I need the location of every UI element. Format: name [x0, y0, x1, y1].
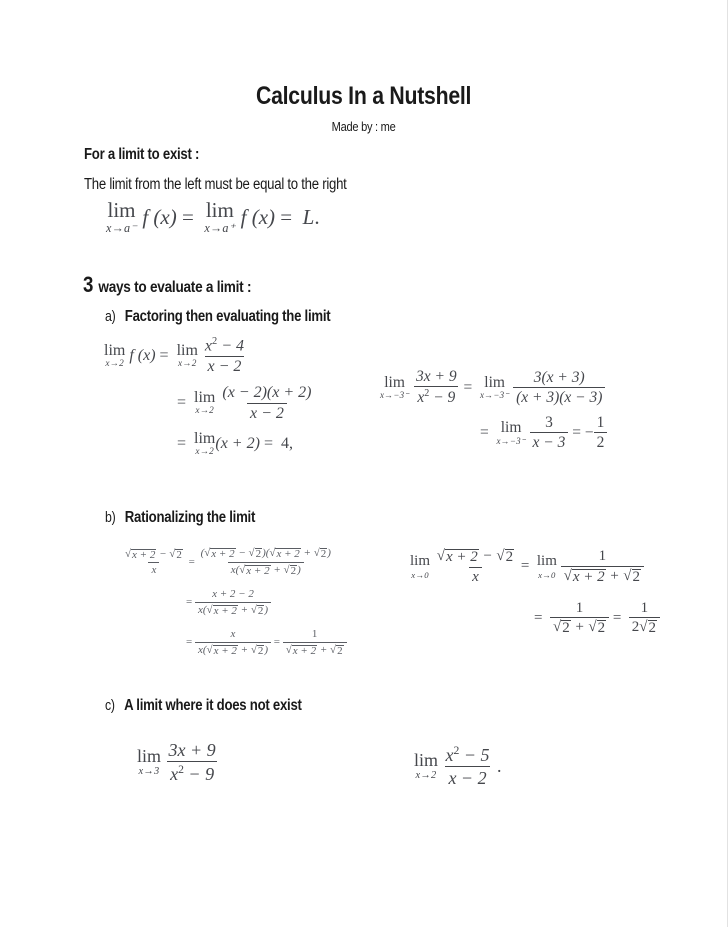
fraction-numerator — [594, 414, 608, 432]
ways-heading-text — [83, 272, 251, 298]
fraction — [629, 600, 660, 638]
lim-operator — [497, 420, 526, 446]
math-text: + — [317, 643, 331, 656]
lim-subscript: x→2 — [195, 447, 214, 458]
radical-sign-icon: √ — [313, 547, 320, 559]
math-text: ) — [264, 643, 269, 656]
math-text: x − 2 — [249, 405, 284, 423]
radical-sign-icon: √ — [204, 547, 211, 559]
fraction-denominator — [513, 387, 605, 406]
radical — [207, 645, 238, 658]
intro-heading-text: For a limit to exist : — [84, 146, 200, 163]
radical-sign-icon: √ — [496, 548, 505, 564]
fraction-denominator — [205, 356, 245, 376]
superscript: 2 — [178, 763, 184, 777]
lim-subscript: x→3 — [138, 765, 160, 777]
lim-word: lim — [104, 341, 126, 359]
fraction-denominator — [530, 432, 569, 451]
lim-word: lim — [500, 418, 522, 436]
math-text: 2 — [255, 548, 262, 560]
item-b-label: b) — [105, 510, 116, 526]
math-line — [186, 628, 347, 657]
equation-rationalizing-left — [122, 547, 347, 657]
lim-operator — [410, 554, 430, 579]
radical-body — [245, 565, 270, 578]
math-text: x( — [230, 563, 240, 576]
math-text: = — [186, 636, 195, 649]
math-text: = — [186, 596, 195, 609]
radical — [496, 549, 514, 566]
lim-subscript: x→−3⁻ — [496, 435, 526, 446]
equation-rationalizing-right — [410, 548, 660, 637]
math-text: (x + 3)(x − 3) — [516, 388, 603, 406]
radical-sign-icon: √ — [330, 643, 337, 656]
fraction-denominator — [195, 642, 271, 658]
lim-word: lim — [384, 373, 405, 391]
fraction-denominator — [629, 617, 660, 637]
math-text: x + 2 — [276, 548, 300, 560]
radical — [553, 620, 571, 637]
math-text: 2 — [562, 620, 570, 637]
math-line — [122, 547, 347, 577]
radical-sign-icon: √ — [125, 547, 132, 560]
equation-factoring-right — [380, 368, 607, 452]
radical-body — [175, 549, 183, 562]
radical-body — [290, 565, 298, 578]
math-text: x + 2 − 2 — [212, 588, 254, 601]
radical — [564, 569, 606, 586]
math-line — [534, 600, 660, 638]
math-text: = — [185, 555, 198, 568]
fraction-numerator — [166, 740, 219, 761]
math-line — [480, 414, 607, 452]
fraction — [434, 548, 517, 586]
fraction — [513, 369, 605, 407]
lim-operator — [104, 343, 125, 369]
fraction — [550, 600, 609, 638]
lim-word: lim — [536, 553, 557, 570]
radical-body — [213, 645, 238, 658]
fraction-numerator — [219, 384, 314, 403]
fraction-numerator — [531, 369, 588, 387]
fraction — [594, 414, 608, 452]
page-subtitle-text: Made by : me — [332, 119, 396, 134]
radical-sign-icon: √ — [250, 643, 257, 656]
radical-sign-icon: √ — [269, 547, 276, 559]
radical-body — [572, 569, 606, 586]
math-text: 2 — [632, 568, 640, 585]
radical — [437, 549, 479, 566]
math-text: ) — [264, 603, 269, 616]
radical — [251, 605, 265, 618]
math-text: 2 — [596, 434, 605, 452]
math-text: x + 2 — [213, 604, 237, 617]
radical-body — [505, 549, 515, 566]
math-text: = — [271, 636, 283, 649]
radical — [251, 645, 265, 658]
lim-word: lim — [176, 341, 198, 359]
radical — [330, 645, 344, 658]
math-text: 1 — [598, 548, 607, 564]
ways-count: 3 — [83, 272, 94, 297]
math-text: ) — [297, 563, 301, 576]
math-text: 2 — [505, 549, 514, 565]
fraction — [195, 628, 271, 657]
math-line — [104, 336, 314, 376]
radical — [207, 605, 238, 618]
page-title-text: Calculus In a Nutshell — [256, 82, 472, 110]
math-text: x + 2 — [132, 548, 156, 561]
radical — [314, 548, 328, 561]
lim-word: lim — [410, 553, 431, 570]
lim-word: lim — [484, 373, 505, 391]
math-text: x( — [197, 603, 207, 616]
lim-subscript: x→0 — [538, 569, 556, 580]
item-b-title: Rationalizing the limit — [124, 509, 256, 526]
radical — [169, 549, 183, 562]
fraction-numerator — [638, 600, 652, 618]
lim-subscript: x→2 — [195, 406, 214, 417]
fraction-numerator — [309, 628, 321, 641]
math-text: 2 — [631, 619, 640, 636]
radical-body — [445, 549, 479, 566]
intro-heading — [84, 146, 220, 164]
math-text: x — [170, 764, 179, 785]
math-text: = — [280, 205, 303, 230]
radical — [125, 549, 156, 562]
radical-sign-icon: √ — [563, 567, 572, 584]
fraction-denominator — [550, 617, 609, 637]
math-text: x − 2 — [207, 358, 242, 376]
fraction-denominator — [148, 562, 159, 576]
lim-operator — [204, 200, 235, 235]
math-text: x − 3 — [532, 434, 566, 452]
math-text: − — [156, 547, 170, 560]
ways-heading — [83, 272, 281, 298]
math-text: + — [270, 563, 284, 576]
math-text: + — [300, 547, 314, 559]
radical-body — [632, 569, 642, 586]
lim-operator — [194, 431, 215, 457]
radical-sign-icon: √ — [623, 567, 632, 584]
lim-word: lim — [205, 198, 234, 222]
fraction-denominator — [594, 432, 608, 451]
radical-sign-icon: √ — [588, 619, 597, 636]
math-text: + — [605, 567, 624, 584]
math-text: x — [472, 568, 479, 585]
radical-body — [131, 549, 156, 562]
superscript: 2 — [424, 388, 430, 400]
lim-subscript: x→a⁻ — [106, 221, 138, 236]
fraction — [122, 548, 186, 577]
math-text: 1 — [311, 628, 318, 641]
item-c-title: A limit where it does not exist — [124, 697, 302, 714]
lim-operator — [380, 375, 409, 401]
math-line — [177, 431, 314, 457]
lim-subscript: x→2 — [415, 769, 437, 781]
math-text: = — [159, 346, 177, 364]
fraction — [413, 368, 460, 407]
math-text: 1 — [575, 599, 584, 616]
superscript: 2 — [453, 744, 460, 757]
math-text: x + 2 — [213, 644, 237, 657]
lim-operator — [194, 390, 215, 416]
radical-sign-icon: √ — [436, 548, 445, 564]
math-text: x + 2 — [572, 568, 605, 585]
radical — [239, 565, 270, 578]
math-text: 3x + 9 — [168, 740, 216, 760]
math-text: = 4, — [263, 434, 293, 452]
radical-sign-icon: √ — [552, 619, 562, 636]
math-text: x + 2 — [446, 549, 478, 565]
math-line — [414, 744, 502, 788]
math-text: 1 — [596, 413, 605, 431]
fraction-denominator — [167, 761, 217, 784]
math-text: f (x) — [137, 205, 182, 230]
math-text: (x − 2)(x + 2) — [222, 384, 312, 402]
math-text: = — [534, 609, 550, 626]
math-line — [410, 548, 660, 586]
radical-sign-icon: √ — [285, 643, 292, 656]
lim-word: lim — [194, 389, 216, 407]
lim-operator — [177, 343, 198, 369]
fraction-denominator — [283, 642, 347, 658]
fraction — [166, 740, 219, 784]
radical-body — [210, 548, 235, 561]
math-text: f (x) — [125, 346, 160, 364]
fraction — [198, 547, 334, 577]
radical-sign-icon: √ — [206, 603, 213, 616]
ways-label: ways to evaluate a limit : — [94, 279, 252, 296]
item-a-text — [105, 308, 330, 326]
fraction-numerator — [228, 628, 239, 641]
fraction-numerator — [202, 336, 247, 356]
fraction-numerator — [413, 368, 460, 386]
lim-operator — [480, 375, 509, 401]
radical-body — [292, 645, 317, 658]
fraction-numerator — [443, 744, 493, 766]
fraction-denominator — [469, 567, 482, 586]
radical-body — [561, 620, 571, 637]
lim-operator — [137, 747, 161, 777]
radical-body — [275, 548, 300, 561]
math-line — [186, 588, 347, 617]
radical-body — [336, 645, 344, 658]
math-text: = — [517, 558, 537, 575]
math-text: 3 — [545, 413, 553, 431]
math-text: ( — [200, 547, 205, 559]
item-a-title: Factoring then evaluating the limit — [124, 308, 331, 325]
fraction-numerator — [198, 547, 334, 562]
radical — [588, 620, 606, 637]
radical-sign-icon: √ — [248, 547, 255, 559]
radical-sign-icon: √ — [283, 563, 290, 576]
item-c-text — [105, 697, 302, 715]
radical-body — [648, 620, 658, 637]
lim-subscript: x→a⁺ — [204, 221, 236, 236]
math-text: = — [181, 205, 205, 230]
item-c-label: c) — [105, 698, 115, 714]
lim-word: lim — [414, 750, 439, 771]
math-text: 2 — [337, 644, 343, 657]
page-title — [0, 82, 728, 111]
lim-subscript: x→2 — [105, 358, 124, 369]
item-a-heading — [105, 308, 370, 326]
math-text: − — [235, 547, 249, 559]
fraction-denominator — [195, 602, 271, 618]
radical — [284, 565, 298, 578]
fraction-numerator — [596, 548, 610, 566]
math-text: = — [459, 378, 481, 396]
math-text: x — [445, 745, 454, 765]
page-subtitle — [0, 119, 728, 134]
radical — [286, 645, 317, 658]
math-text: . — [492, 755, 502, 776]
math-text: x + 2 — [211, 548, 235, 560]
radical-sign-icon: √ — [206, 643, 213, 656]
math-text: = — [177, 434, 195, 452]
lim-subscript: x→0 — [411, 569, 429, 580]
radical-sign-icon: √ — [239, 563, 246, 576]
math-text: )( — [262, 547, 270, 559]
radical — [639, 620, 657, 637]
math-text: − 9 — [183, 764, 215, 785]
math-line — [137, 740, 219, 784]
lim-operator — [537, 554, 557, 579]
math-text: 2 — [648, 620, 657, 637]
math-text: x — [151, 564, 157, 577]
math-text: = — [177, 394, 195, 412]
equation-dne-left — [137, 740, 219, 784]
math-text: ) — [327, 547, 331, 559]
math-text: − — [478, 548, 497, 564]
math-text: x + 2 — [246, 564, 270, 577]
fraction — [195, 588, 271, 617]
math-text: . — [314, 205, 320, 230]
math-text: L — [302, 205, 315, 230]
fraction-denominator — [228, 562, 304, 578]
intro-text-content: The limit from the left must be equal to the right — [84, 176, 347, 193]
item-c-heading — [105, 697, 336, 715]
math-text: − 5 — [459, 745, 490, 765]
math-text: − 9 — [429, 389, 456, 407]
math-text: 2 — [176, 548, 182, 561]
math-text: + — [237, 603, 251, 616]
radical — [204, 548, 235, 561]
fraction-numerator — [122, 548, 186, 563]
equation-factoring-left — [104, 336, 314, 457]
lim-subscript: x→−3⁻ — [480, 390, 510, 401]
item-b-text — [105, 509, 255, 527]
item-a-label: a) — [105, 309, 116, 325]
fraction — [219, 384, 314, 423]
fraction-numerator — [573, 600, 587, 618]
math-text: + — [570, 619, 589, 636]
math-text: x( — [197, 643, 207, 656]
fraction-denominator — [561, 566, 644, 586]
fraction-denominator — [247, 403, 287, 423]
item-b-heading — [105, 509, 282, 527]
equation-limit-definition — [106, 200, 320, 235]
math-text: − 4 — [217, 337, 245, 355]
math-text: (x + 2) — [215, 434, 264, 452]
lim-word: lim — [107, 198, 136, 222]
math-text: 2 — [290, 564, 297, 577]
math-text: + — [237, 643, 251, 656]
math-text: 2 — [320, 548, 327, 560]
math-line — [380, 368, 607, 407]
lim-subscript: x→−3⁻ — [380, 390, 410, 401]
fraction — [530, 414, 569, 452]
math-line — [177, 384, 314, 423]
math-text: 2 — [597, 620, 606, 637]
lim-subscript: x→2 — [177, 358, 197, 369]
math-text: 2 — [257, 604, 264, 617]
fraction-denominator — [445, 766, 489, 788]
radical-body — [255, 548, 263, 561]
math-text: = — [480, 423, 497, 441]
math-text: x — [204, 337, 213, 355]
intro-text — [84, 176, 393, 194]
equation-dne-right — [414, 744, 502, 788]
math-text: 3x + 9 — [416, 368, 457, 385]
math-text: x + 2 — [292, 644, 317, 657]
math-text: x − 2 — [448, 768, 487, 789]
radical — [269, 548, 300, 561]
math-text: 3(x + 3) — [533, 368, 585, 386]
fraction-numerator — [542, 414, 556, 432]
lim-operator — [414, 751, 438, 781]
math-text: x — [417, 389, 425, 407]
fraction — [561, 548, 644, 586]
lim-word: lim — [137, 746, 162, 767]
math-text: 2 — [257, 644, 264, 657]
fraction — [443, 744, 493, 788]
radical-body — [597, 620, 607, 637]
math-text: 1 — [640, 599, 649, 616]
fraction — [202, 336, 247, 376]
lim-word: lim — [194, 429, 216, 447]
fraction-denominator — [414, 386, 458, 407]
radical-sign-icon: √ — [639, 619, 648, 636]
math-text: = − — [568, 423, 594, 441]
math-line — [106, 200, 320, 235]
fraction-numerator — [434, 548, 517, 567]
math-text: f (x) — [235, 205, 281, 230]
fraction — [283, 628, 347, 657]
lim-operator — [106, 200, 137, 235]
radical-sign-icon: √ — [250, 603, 257, 616]
radical-body — [213, 605, 238, 618]
radical — [623, 569, 641, 586]
radical — [249, 548, 263, 561]
radical-sign-icon: √ — [169, 547, 176, 560]
superscript: 2 — [212, 336, 218, 347]
math-text: = — [609, 609, 629, 626]
fraction-numerator — [209, 588, 257, 601]
math-text: x — [230, 628, 236, 641]
